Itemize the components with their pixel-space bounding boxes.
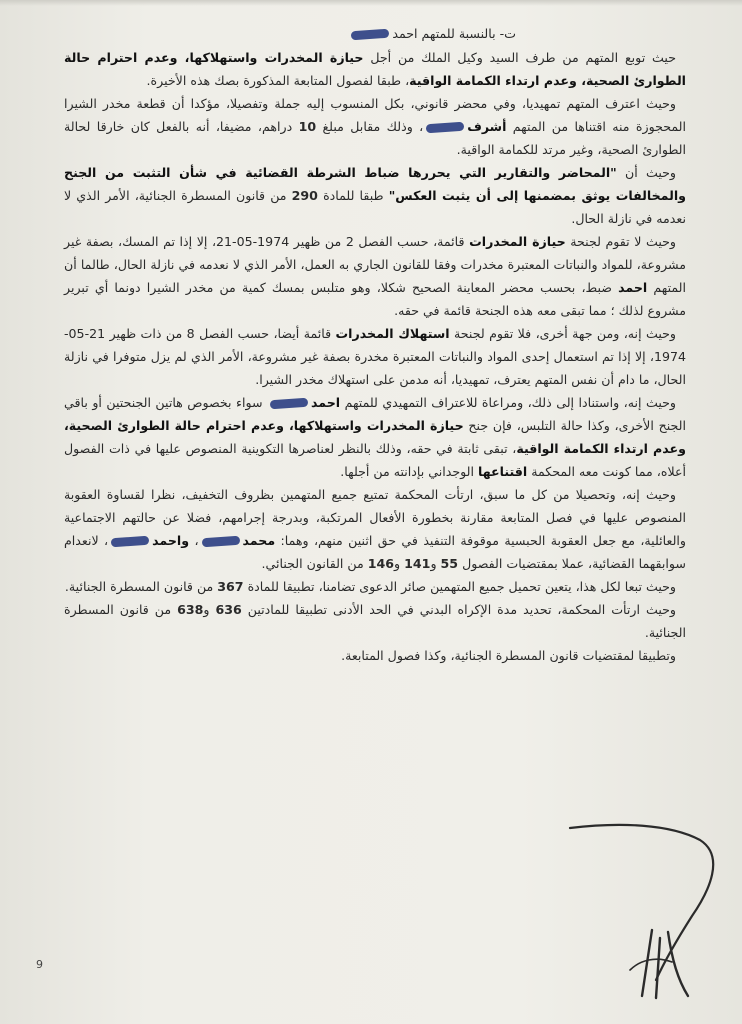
paragraph-possession bbox=[64, 230, 686, 322]
number-run: 146 bbox=[367, 556, 395, 571]
text-run: ، تبقى ثابتة في حقه، وذلك بالنظر لعناصرها التكوينية المنصوص عليها في ذات الفصول أعلاه، مما كونت معه المحكمة bbox=[64, 441, 686, 479]
section-heading bbox=[64, 22, 686, 46]
number-run: 55 bbox=[440, 556, 459, 571]
bold-text-run: محمد bbox=[242, 533, 276, 548]
page-number: 9 bbox=[36, 958, 43, 971]
redaction-mark bbox=[270, 398, 309, 410]
page-top-edge bbox=[0, 0, 742, 6]
text-run: الوجداني بإدانته من أجلها. bbox=[340, 464, 478, 479]
bold-text-run: واحمد bbox=[152, 533, 190, 548]
text-run: دراهم، مضيفا، أنه بالفعل كان خارقا لحالة الطوارئ الصحية، وغير مرتد للكمامة الواقية. bbox=[64, 119, 686, 157]
number-run: 10 bbox=[298, 119, 317, 134]
handwritten-signature bbox=[560, 820, 730, 1010]
text-run: و bbox=[394, 556, 405, 571]
paragraph-charges bbox=[64, 46, 686, 92]
bold-text-run: أشرف bbox=[467, 119, 507, 134]
bold-text-run: حيازة المخدرات bbox=[469, 234, 566, 249]
text-run: وحيث لا تقوم لجنحة bbox=[565, 234, 677, 249]
section-heading-text: ت- بالنسبة للمتهم احمد bbox=[392, 26, 516, 41]
number-run: 367 bbox=[217, 579, 244, 594]
document-body bbox=[64, 22, 686, 667]
bold-text-run: احمد bbox=[618, 280, 648, 295]
text-run: من قانون المسطرة الجنائية. bbox=[64, 602, 686, 640]
number-run: 290 bbox=[291, 188, 318, 203]
paragraph-coercion bbox=[64, 598, 686, 644]
text-run: من قانون المسطرة الجنائية. bbox=[64, 579, 218, 594]
text-run: وحيث إنه، ومن جهة أخرى، فلا تقوم لجنحة bbox=[449, 326, 677, 341]
number-run: 636 bbox=[215, 602, 242, 617]
text-run: وحيث إنه، واستنادا إلى ذلك، ومراعاة للاعتراف التمهيدي للمتهم bbox=[340, 395, 676, 410]
bold-text-run: حيازة المخدرات واستهلاكها، وعدم احترام حالة الطوارئ الصحية، وعدم ارتداء الكمامة الواقية bbox=[64, 50, 686, 88]
text-run: من القانون الجنائي. bbox=[261, 556, 368, 571]
redaction-mark bbox=[426, 122, 465, 134]
text-run: ، وذلك مقابل مبلغ bbox=[316, 119, 424, 134]
text-run: وحيث أن bbox=[616, 165, 676, 180]
text-run: حيث توبع المتهم من طرف السيد وكيل الملك من أجل bbox=[363, 50, 676, 65]
bold-text-run: "المحاضر والتقارير التي يحررها ضباط الشرطة القضائية في شأن التثبت من الجنح والمخالفات يوثق بمضمنها إلى أن يثبت العكس" bbox=[64, 165, 686, 203]
paragraph-application bbox=[64, 644, 686, 667]
text-run: قائمة، حسب الفصل 2 من ظهير 1974-05-21، إلا إذا تم المسك، بصفة غير مشروعة، للمواد والنباتات المعتبرة مخدرات وفقا للقانون الجاري به العمل، الأمر الذي لا نعدمه في نازلة الحال، طالما أن المتهم bbox=[64, 234, 686, 295]
text-run: وتطبيقا لمقتضيات قانون المسطرة الجنائية، وكذا فصول المتابعة. bbox=[341, 648, 676, 663]
text-run: و bbox=[430, 556, 441, 571]
number-run: 141 bbox=[404, 556, 431, 571]
redaction-mark bbox=[351, 29, 390, 41]
text-run: طبقا للمادة bbox=[317, 188, 389, 203]
paragraph-costs bbox=[64, 575, 686, 598]
text-run: وحيث تبعا لكل هذا، يتعين تحميل جميع المتهمين صائر الدعوى تضامنا، تطبيقا للمادة bbox=[243, 579, 676, 594]
paragraph-confession bbox=[64, 92, 686, 161]
text-run: ، طبقا لفصول المتابعة المذكورة بصك هذه الأخيرة. bbox=[146, 73, 410, 88]
paragraph-mitigation bbox=[64, 483, 686, 575]
paragraph-police-reports bbox=[64, 161, 686, 230]
text-run: و bbox=[203, 602, 216, 617]
bold-text-run: احمد bbox=[310, 395, 341, 410]
paragraph-conviction bbox=[64, 391, 686, 483]
redaction-mark bbox=[201, 536, 240, 548]
text-run: ضبط، بحسب محضر المعاينة الصحيح شكلا، وهو متلبس بمسك كمية من مخدر الشيرا دونما أي تبرير مشروع لذلك ؛ مما تبقى معه هذه الجنحة قائمة في حقه. bbox=[64, 280, 686, 318]
text-run: قائمة أيضا، حسب الفصل 8 من ذات ظهير 21-05-1974، إلا إذا تم استعمال إحدى المواد والنباتات المعتبرة مخدرة بصفة غير مشروعة، الأمر الذي لم يزل متوفرا في نازلة الحال، ما دام أن نفس المتهم يعترف، تمهيديا، أنه مدمن على استهلاك مخدر الشيرا. bbox=[64, 326, 686, 387]
text-run: ، bbox=[189, 533, 199, 548]
text-run: وحيث ارتأت المحكمة، تحديد مدة الإكراه البدني في الحد الأدنى تطبيقا للمادتين bbox=[241, 602, 676, 617]
text-run: سواء بخصوص هاتين الجنحتين أو باقي الجنح الأخرى، وكذا حالة التلبس، فإن جنح bbox=[64, 395, 686, 433]
bold-text-run: حيازة المخدرات واستهلاكها، وعدم احترام حالة الطوارئ الصحية، وعدم ارتداء الكمامة الواقية bbox=[64, 418, 686, 456]
number-run: 638 bbox=[177, 602, 204, 617]
paragraph-consumption bbox=[64, 322, 686, 391]
text-run: من قانون المسطرة الجنائية، الأمر الذي لا نعدمه في نازلة الحال. bbox=[64, 188, 686, 226]
text-run: وحيث اعترف المتهم تمهيديا، وفي محضر قانوني، بكل المنسوب إليه جملة وتفصيلا، مؤكدا أن قطعة مخدر الشيرا المحجوزة منه اقتناها من المتهم bbox=[64, 96, 686, 134]
text-run: ، لانعدام سوابقهما القضائية، عملا بمقتضيات الفصول bbox=[64, 533, 686, 571]
redaction-mark bbox=[111, 536, 150, 548]
bold-text-run: اقتناعها bbox=[478, 464, 528, 479]
bold-text-run: استهلاك المخدرات bbox=[335, 326, 450, 341]
text-run: وحيث إنه، وتحصيلا من كل ما سبق، ارتأت المحكمة تمتيع جميع المتهمين بظروف التخفيف، نظرا لقساوة العقوبة المنصوص عليها في فصل المتابعة مقارنة بخطورة الأفعال المرتكبة، وبدرجة إجرامهم، فضلا عن حالتهم الاجتماعية والعائلية، مع جعل العقوبة الحبسية موقوفة التنفيذ في حق اثنين منهم، وهما: bbox=[64, 487, 686, 548]
